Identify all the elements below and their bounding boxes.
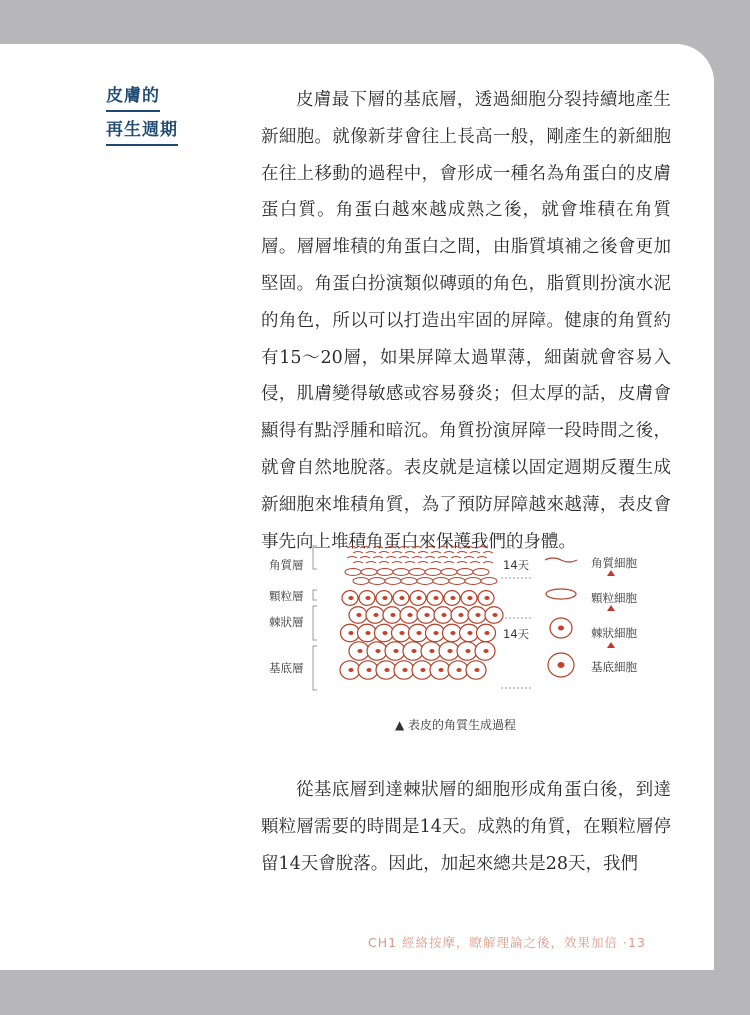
granular-cell bbox=[369, 578, 385, 585]
cell-nucleus bbox=[420, 668, 425, 672]
cell-nucleus bbox=[441, 613, 446, 617]
keratin-flake bbox=[418, 552, 428, 554]
cell-nucleus bbox=[474, 668, 479, 672]
cell-nucleus bbox=[465, 649, 470, 653]
cell-nucleus bbox=[411, 649, 416, 653]
cell-label-basal: 基底細胞 bbox=[591, 660, 637, 674]
keratin-flake bbox=[438, 557, 448, 559]
granular-cell bbox=[433, 578, 449, 585]
cell-nucleus bbox=[458, 613, 463, 617]
cell-nucleus bbox=[357, 649, 362, 653]
cell-nucleus bbox=[416, 631, 421, 635]
cell-nucleus bbox=[424, 613, 429, 617]
granular-cell bbox=[345, 569, 361, 576]
body-paragraph-2 bbox=[261, 772, 671, 882]
body-paragraph-1 bbox=[261, 82, 671, 560]
keratin-flake bbox=[366, 562, 376, 564]
granular-cell bbox=[409, 569, 425, 576]
keratin-flake bbox=[457, 552, 467, 554]
cell-nucleus bbox=[365, 631, 370, 635]
keratin-flake bbox=[425, 547, 435, 549]
keratin-flake bbox=[444, 552, 454, 554]
cell-nucleus bbox=[450, 631, 455, 635]
paragraph-text: 從基底層到達棘狀層的細胞形成角蛋白後，到達顆粒層需要的時間是14天。成熟的角質，在顆粒層停留14天會脫落。因此，加起來總共是28天，我們 bbox=[261, 780, 671, 874]
keratin-flake bbox=[470, 552, 480, 554]
keratin-flake bbox=[347, 557, 357, 559]
cell-nucleus bbox=[438, 668, 443, 672]
cell-nucleus bbox=[348, 668, 353, 672]
keratin-flake bbox=[405, 552, 415, 554]
days-label-bottom: 14天 bbox=[503, 627, 530, 641]
cell-nucleus bbox=[399, 596, 404, 600]
cell-nucleus bbox=[407, 613, 412, 617]
keratin-flake bbox=[353, 552, 363, 554]
layer-label-stratum-corneum: 角質層 bbox=[269, 558, 304, 572]
keratin-flake bbox=[392, 562, 402, 564]
keratin-flake bbox=[477, 547, 487, 549]
basal-nucleus bbox=[558, 662, 565, 668]
keratin-flake bbox=[347, 547, 357, 549]
granular-cell bbox=[385, 578, 401, 585]
cell-nucleus bbox=[484, 596, 489, 600]
cell-nucleus bbox=[366, 668, 371, 672]
cell-nucleus bbox=[447, 649, 452, 653]
keratin-flake bbox=[353, 562, 363, 564]
cell-nucleus bbox=[348, 596, 353, 600]
cell-nucleus bbox=[402, 668, 407, 672]
granular-cell bbox=[377, 569, 393, 576]
cell-nucleus bbox=[348, 631, 353, 635]
granular-cell bbox=[473, 569, 489, 576]
layer-bracket bbox=[313, 646, 317, 690]
granular-cell bbox=[457, 569, 473, 576]
cell-label-spinous: 棘狀細胞 bbox=[591, 626, 637, 640]
cell-nucleus bbox=[429, 649, 434, 653]
cell-nucleus bbox=[450, 596, 455, 600]
keratin-flake bbox=[451, 547, 461, 549]
granular-cell bbox=[481, 578, 497, 585]
keratin-flake bbox=[483, 562, 493, 564]
granular-cell bbox=[353, 578, 369, 585]
keratin-flake bbox=[392, 552, 402, 554]
cell-nucleus bbox=[456, 668, 461, 672]
keratin-flake bbox=[438, 547, 448, 549]
keratin-flake bbox=[412, 557, 422, 559]
keratinocyte-shape bbox=[545, 558, 577, 562]
paragraph-text: 皮膚最下層的基底層，透過細胞分裂持續地產生新細胞。就像新芽會往上長高一般，剛產生的新細胞在往上移動的過程中，會形成一種名為角蛋白的皮膚蛋白質。角蛋白越來越成熟之後，就會堆積在角質層。層層堆積的角蛋白之間，由脂質填補之後會更加堅固。角蛋白扮演類似磚頭的角色，脂質則扮演水泥的角色，所以可以打造出牢固的屏障。健康的角質約有15～20層，如果屏障太過單薄，細菌就會容易入侵，肌膚變得敏感或容易發炎；但太厚的話，皮膚會顯得有點浮腫和暗沉。角質扮演屏障一段時間之後，就會自然地脫落。表皮就是這樣以固定週期反覆生成新細胞來堆積角質，為了預防屏障越來越薄，表皮會事先向上堆積角蛋白來保護我們的身體。 bbox=[261, 90, 671, 552]
keratin-flake bbox=[373, 557, 383, 559]
keratin-flake bbox=[373, 547, 383, 549]
layer-bracket bbox=[313, 606, 317, 640]
keratin-flake bbox=[412, 547, 422, 549]
cell-nucleus bbox=[484, 631, 489, 635]
granular-cell bbox=[425, 569, 441, 576]
epidermis-diagram bbox=[255, 536, 675, 736]
section-heading-line1: 皮膚的 bbox=[106, 85, 160, 112]
keratin-flake bbox=[379, 562, 389, 564]
keratin-flake bbox=[464, 547, 474, 549]
granular-cell-shape bbox=[546, 589, 576, 599]
granular-cell bbox=[417, 578, 433, 585]
granular-cell bbox=[393, 569, 409, 576]
cell-nucleus bbox=[475, 613, 480, 617]
layer-bracket bbox=[313, 546, 317, 569]
keratin-flake bbox=[431, 562, 441, 564]
keratin-flake bbox=[366, 552, 376, 554]
cell-nucleus bbox=[416, 596, 421, 600]
keratin-flake bbox=[431, 552, 441, 554]
granular-cell bbox=[449, 578, 465, 585]
keratin-flake bbox=[399, 557, 409, 559]
cell-nucleus bbox=[467, 596, 472, 600]
cell-nucleus bbox=[399, 631, 404, 635]
keratin-flake bbox=[418, 562, 428, 564]
keratin-flake bbox=[379, 552, 389, 554]
cell-nucleus bbox=[373, 613, 378, 617]
days-label-top: 14天 bbox=[503, 558, 530, 572]
page-footer: CH1 經絡按摩，瞭解理論之後，效果加倍 ·13 bbox=[368, 935, 646, 950]
keratin-flake bbox=[360, 547, 370, 549]
layer-bracket bbox=[313, 590, 317, 600]
granular-cell bbox=[441, 569, 457, 576]
keratin-flake bbox=[470, 562, 480, 564]
cell-nucleus bbox=[492, 613, 497, 617]
keratin-flake bbox=[457, 562, 467, 564]
cell-nucleus bbox=[393, 649, 398, 653]
cell-label-keratinocyte: 角質細胞 bbox=[591, 556, 637, 570]
section-heading bbox=[106, 85, 196, 153]
cell-nucleus bbox=[365, 596, 370, 600]
cell-label-granular: 顆粒細胞 bbox=[591, 591, 637, 605]
keratin-flake bbox=[405, 562, 415, 564]
cell-nucleus bbox=[433, 631, 438, 635]
layer-label-basal: 基底層 bbox=[269, 661, 304, 675]
keratin-flake bbox=[464, 557, 474, 559]
layer-label-granular: 顆粒層 bbox=[269, 589, 304, 603]
layer-label-spinous: 棘狀層 bbox=[269, 615, 304, 629]
cell-nucleus bbox=[382, 596, 387, 600]
figure-caption: ▲ 表皮的角質生成過程 bbox=[395, 718, 517, 732]
cell-nucleus bbox=[375, 649, 380, 653]
up-arrow-icon bbox=[607, 642, 615, 648]
keratin-flake bbox=[425, 557, 435, 559]
keratin-flake bbox=[386, 547, 396, 549]
keratin-flake bbox=[444, 562, 454, 564]
cell-nucleus bbox=[356, 613, 361, 617]
granular-cell bbox=[401, 578, 417, 585]
keratin-flake bbox=[360, 557, 370, 559]
cell-nucleus bbox=[390, 613, 395, 617]
granular-cell bbox=[361, 569, 377, 576]
granular-cell bbox=[465, 578, 481, 585]
keratin-flake bbox=[483, 552, 493, 554]
keratin-flake bbox=[451, 557, 461, 559]
cell-nucleus bbox=[483, 649, 488, 653]
section-heading-line2: 再生週期 bbox=[106, 119, 178, 146]
keratin-flake bbox=[399, 547, 409, 549]
spinous-nucleus bbox=[558, 626, 564, 631]
keratin-flake bbox=[477, 557, 487, 559]
cell-nucleus bbox=[433, 596, 438, 600]
cell-nucleus bbox=[384, 668, 389, 672]
cell-nucleus bbox=[467, 631, 472, 635]
keratin-flake bbox=[386, 557, 396, 559]
cell-nucleus bbox=[382, 631, 387, 635]
